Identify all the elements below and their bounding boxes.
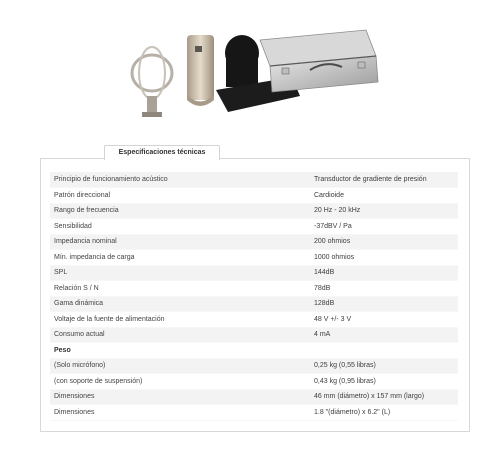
spec-value: Transductor de gradiente de presión bbox=[310, 172, 458, 188]
table-row bbox=[50, 327, 458, 343]
spec-label: Patrón direccional bbox=[50, 188, 310, 204]
microphone-icon bbox=[187, 35, 214, 106]
spec-value: 200 ohmios bbox=[310, 234, 458, 250]
spec-value bbox=[310, 343, 458, 359]
table-row bbox=[50, 389, 458, 405]
spec-label: Relación S / N bbox=[50, 281, 310, 297]
table-row bbox=[50, 219, 458, 235]
spec-label: Consumo actual bbox=[50, 327, 310, 343]
shock-mount-icon bbox=[132, 47, 172, 117]
spec-value: 1000 ohmios bbox=[310, 250, 458, 266]
table-row bbox=[50, 296, 458, 312]
spec-value: 0,43 kg (0,95 libras) bbox=[310, 374, 458, 390]
spec-label: SPL bbox=[50, 265, 310, 281]
spec-value: 144dB bbox=[310, 265, 458, 281]
spec-label: Voltaje de la fuente de alimentación bbox=[50, 312, 310, 328]
spec-label: Impedancia nominal bbox=[50, 234, 310, 250]
spec-label: Principio de funcionamiento acústico bbox=[50, 172, 310, 188]
spec-label: Sensibilidad bbox=[50, 219, 310, 235]
table-row bbox=[50, 188, 458, 204]
table-row bbox=[50, 172, 458, 188]
table-row bbox=[50, 203, 458, 219]
table-row bbox=[50, 265, 458, 281]
table-row bbox=[50, 405, 458, 421]
table-row bbox=[50, 374, 458, 390]
spec-value: 1.8 "(diámetro) x 6.2" (L) bbox=[310, 405, 458, 421]
spec-label: Gama dinámica bbox=[50, 296, 310, 312]
spec-label: (Solo micrófono) bbox=[50, 358, 310, 374]
spec-label: Dimensiones bbox=[50, 389, 310, 405]
spec-value: Cardioide bbox=[310, 188, 458, 204]
windscreen-icon bbox=[225, 35, 259, 87]
table-row bbox=[50, 281, 458, 297]
spec-value: 128dB bbox=[310, 296, 458, 312]
carrying-case-icon bbox=[260, 30, 378, 92]
spec-group-label: Peso bbox=[50, 343, 310, 359]
spec-value: 48 V +/- 3 V bbox=[310, 312, 458, 328]
table-row-group-peso bbox=[50, 343, 458, 359]
table-row bbox=[50, 358, 458, 374]
spec-value: 20 Hz - 20 kHz bbox=[310, 203, 458, 219]
table-row bbox=[50, 250, 458, 266]
product-image bbox=[120, 20, 385, 130]
spec-value: 78dB bbox=[310, 281, 458, 297]
spec-value: 0,25 kg (0,55 libras) bbox=[310, 358, 458, 374]
table-row bbox=[50, 234, 458, 250]
spec-label: Mín. impedancia de carga bbox=[50, 250, 310, 266]
tab-especificaciones-tecnicas[interactable]: Especificaciones técnicas bbox=[104, 145, 220, 160]
specifications-table bbox=[50, 172, 458, 421]
spec-value: -37dBV / Pa bbox=[310, 219, 458, 235]
spec-label: (con soporte de suspensión) bbox=[50, 374, 310, 390]
spec-label: Dimensiones bbox=[50, 405, 310, 421]
table-row bbox=[50, 312, 458, 328]
spec-value: 4 mA bbox=[310, 327, 458, 343]
spec-label: Rango de frecuencia bbox=[50, 203, 310, 219]
spec-value: 46 mm (diámetro) x 157 mm (largo) bbox=[310, 389, 458, 405]
